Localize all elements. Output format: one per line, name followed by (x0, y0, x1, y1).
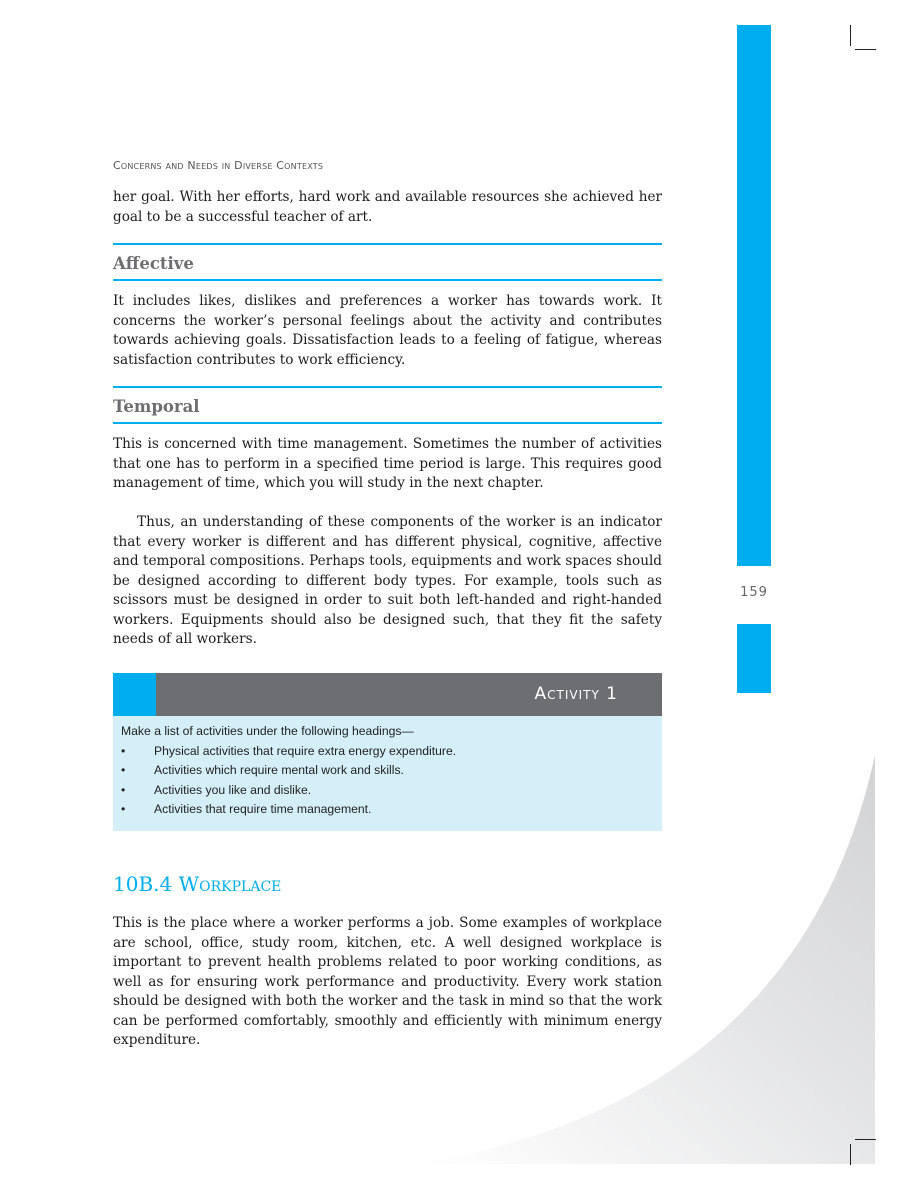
activity-item-text: Activities you like and dislike. (154, 783, 312, 797)
temporal-paragraph: This is concerned with time management. Sometimes the number of activities that one has to perform in a specified time period is large. This requires good management of time, which you will study in the next chapter. (113, 436, 662, 491)
crop-mark-top-vertical (850, 25, 851, 46)
affective-rule-bottom (113, 279, 662, 281)
workplace-paragraph: This is the place where a worker performs a job. Some examples of workplace are school, office, study room, kitchen, etc. A well designed workplace is important to prevent health problems related to poor working conditions, as well as for ensuring work performance and productivity. Every work station should be designed with both the worker and the task in mind so that the work can be performed comfortably, smoothly and efficiently with minimum energy expenditure. (113, 915, 662, 1048)
temporal-heading: Temporal (113, 397, 200, 416)
activity-item-text: Physical activities that require extra energy expenditure. (154, 744, 457, 758)
activity-list-item (121, 763, 404, 777)
activity-list-item (121, 783, 311, 797)
bullet-icon: • (121, 744, 126, 758)
sidebar-bar-bottom (737, 624, 771, 693)
affective-paragraph: It includes likes, dislikes and preferences a worker has towards work. It concerns the worker’s personal feelings about the activity and contributes towards achieving goals. Dissatisfaction leads to a feeling of fatigue, whereas satisfaction contributes to work efficiency. (113, 293, 662, 368)
sidebar-bar-top (737, 25, 771, 566)
bullet-icon: • (121, 802, 126, 816)
temporal-paragraph-2: Thus, an understanding of these components of the worker is an indicator that every worker is different and has different physical, cognitive, affective and temporal compositions. Perhaps tools, equipments and work spaces should be designed according to different body types. For example, tools such as scissors must be designed in order to suit both left-handed and right-handed workers. Equipments should also be designed such, that they fit the safety needs of all workers. (113, 514, 662, 647)
activity-item-text: Activities which require mental work and skills. (154, 763, 404, 777)
temporal-rule-top (113, 386, 662, 388)
intro-paragraph: her goal. With her efforts, hard work and available resources she achieved her goal to be a successful teacher of art. (113, 189, 662, 225)
affective-heading: Affective (113, 254, 194, 273)
activity-list-item (121, 744, 456, 758)
running-header: Concerns and Needs in Diverse Contexts (113, 159, 324, 172)
bullet-icon: • (121, 763, 126, 777)
crop-mark-bottom-horizontal (855, 1139, 876, 1140)
page-number: 159 (740, 585, 768, 600)
temporal-rule-bottom (113, 422, 662, 424)
activity-item-text: Activities that require time management. (154, 802, 372, 816)
activity-list-item (121, 802, 371, 816)
activity-accent-block (113, 673, 156, 716)
activity-title: Activity 1 (534, 684, 618, 704)
bullet-icon: • (121, 783, 126, 797)
crop-mark-top-horizontal (855, 49, 876, 50)
workplace-heading: 10B.4 Workplace (113, 872, 282, 896)
crop-mark-bottom-vertical (850, 1144, 851, 1165)
affective-rule-top (113, 243, 662, 245)
activity-intro: Make a list of activities under the following headings— (121, 724, 414, 738)
